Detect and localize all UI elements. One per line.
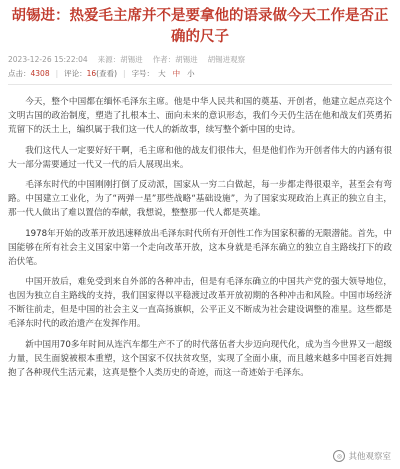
article-title: 胡锡进：热爱毛主席并不是要拿他的语录做今天工作是否正确的尺子 [11, 8, 389, 45]
comments-count[interactable]: 16 [86, 69, 97, 78]
article-site: 胡锡进观察 [207, 55, 246, 64]
publish-datetime: 2023-12-26 15:22:04 [8, 55, 88, 64]
paragraph: 新中国用70多年时间从连汽车都生产不了的时代落伍者大步迈向现代化，成为当今世界又一超级力量，民生面貌被根本重塑，这个国家不仅扶贫攻坚，实现了全面小康，而且越来越多中国老百姓拥抱了各种现代生活元素，这真是整个人类历史的奇迹，而这一奇迹始于毛泽东。 [8, 339, 392, 378]
fontsize-switcher [158, 67, 195, 81]
paragraph: 毛泽东时代的中国刚刚打倒了反动派，国家从一穷二白做起，每一步都走得很艰辛，甚至会有弯路。中国建立工业化，为了“两弹一星”那些战略“基础设施”，为了国家实现政治上真正的独立自主，那一代人做出了难以置信的奉献，我想说，整整那一代人都是英雄。 [8, 180, 392, 218]
fontsize-label: 字号： [131, 69, 155, 78]
paragraph: 今天，整个中国都在缅怀毛泽东主席。他是中华人民共和国的奠基、开创者，他建立起点亮这个文明古国的政治制度，塑造了扎根本土、面向未来的意识形态，我们今天仍生活在他和战友们英勇拓荒留下的沃土上，编织属于我们这一代人的新故事，续写整个新中国的史诗。 [8, 97, 392, 135]
fontsize-medium-button[interactable]: 中 [172, 69, 181, 78]
watermark-logo-icon: ◎ [333, 450, 345, 462]
article-meta [8, 54, 392, 66]
views-label: 点击： [8, 69, 31, 78]
watermark-text: 其他观察室 [348, 452, 391, 462]
article-body [8, 95, 392, 380]
watermark [330, 449, 394, 463]
article-source: 来源：胡锡进 [97, 55, 143, 64]
paragraph: 中国开放后，难免受到来自外部的各种冲击，但是有毛泽东确立的中国共产党的强大领导地位，也因为独立自主路线的支持，我们国家得以平稳渡过改革开放初期的各种冲击和风险。中国市场经济不断往前走，但是中国的社会主义一直高扬旗帜，公平正义不断成为社会建设调整的准星。这些都是毛泽东时代的政治遗产在发挥作用。 [8, 277, 392, 329]
header-divider [8, 84, 392, 85]
stats-separator: | [55, 69, 59, 78]
paragraph: 我们这代人一定要好好干啊，毛主席和他的战友们很伟大，但是他们作为开创者伟大的内涵有很大一部分需要通过一代又一代的后人展现出来。 [8, 145, 392, 170]
article-author: 作者：胡锡进 [152, 55, 198, 64]
comments-view-link[interactable]: (查看) [96, 69, 118, 78]
stats-separator: | [123, 69, 126, 78]
fontsize-small-button[interactable]: 小 [187, 69, 195, 78]
comments-label: 评论： [64, 69, 87, 78]
views-count: 4308 [30, 69, 50, 78]
fontsize-large-button[interactable]: 大 [158, 69, 166, 78]
paragraph: 1978年开始的改革开放迅速释放出毛泽东时代所有开创性工作为国家积蓄的无限潜能。首先，中国能够在所有社会主义国家中第一个走向改革开放，这本身就是毛泽东确立的独立自主路线打下的政治伏笔。 [8, 228, 392, 267]
article-stats [8, 67, 392, 81]
